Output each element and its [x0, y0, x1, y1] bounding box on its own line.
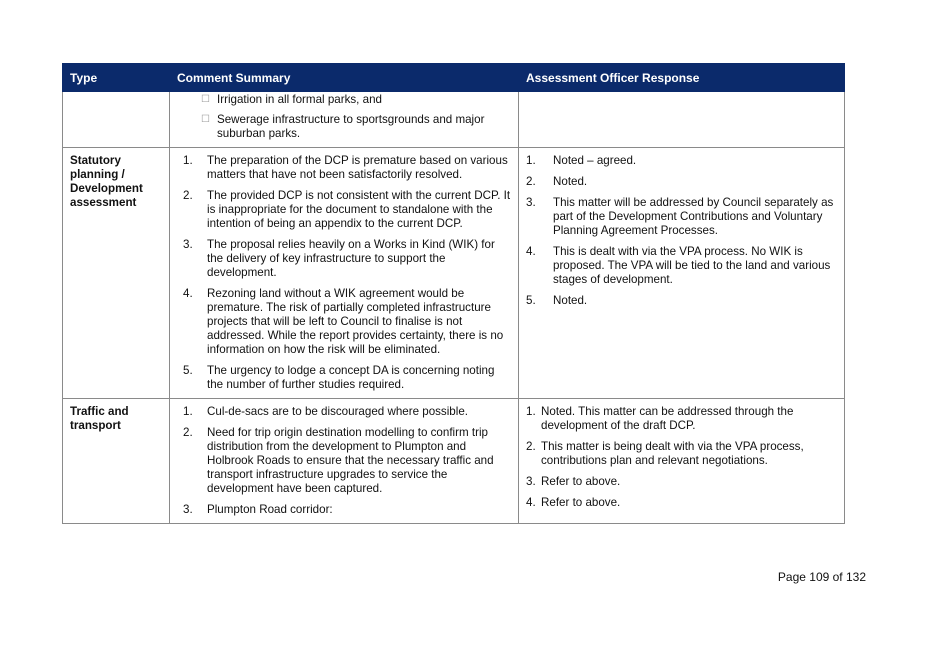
comment-cell: [170, 92, 519, 148]
comment-list: [177, 154, 511, 392]
list-item: 4. Rezoning land without a WIK agreement would be premature. The risk of partially completed infrastructure projects that will be left to Council to finalise is not addressed. While the report provides certainty, there is no information on how the risk will be eliminated.: [183, 287, 504, 356]
type-cell: Traffic and transport: [63, 399, 170, 524]
header-officer-response: Assessment Officer Response: [519, 64, 845, 92]
table-row-continued: [63, 92, 845, 148]
table-row-traffic: [63, 399, 845, 524]
response-cell: [519, 148, 845, 399]
list-item: 2. The provided DCP is not consistent with the current DCP. It is inappropriate for the document to standalone with the intention of being an appendix to the current DCP.: [183, 189, 511, 230]
comment-cell: [170, 148, 519, 399]
type-cell-empty: [63, 92, 170, 148]
header-comment-summary: Comment Summary: [170, 64, 519, 92]
list-item: 5. Noted.: [526, 294, 588, 307]
list-item: 1. Noted. This matter can be addressed through the development of the draft DCP.: [526, 405, 794, 432]
response-list: [526, 405, 837, 510]
list-item: 3. Refer to above.: [526, 475, 621, 488]
list-item: 1. Cul-de-sacs are to be discouraged where possible.: [183, 405, 469, 418]
bullet-item: ☐ Irrigation in all formal parks, and: [201, 93, 382, 106]
header-type: Type: [63, 64, 170, 92]
list-item: 4. Refer to above.: [526, 496, 621, 509]
table-header-row: [63, 64, 845, 92]
checkbox-bullet-icon: ☐: [201, 114, 210, 125]
list-item: 2. This matter is being dealt with via the VPA process, contributions plan and relevant negotiations.: [526, 440, 804, 467]
list-item: 3. Plumpton Road corridor:: [183, 503, 333, 516]
list-item: 1. The preparation of the DCP is premature based on various matters that have not been satisfactorily resolved.: [183, 154, 508, 181]
page-number: Page 109 of 132: [777, 570, 866, 584]
response-list: [526, 154, 837, 308]
list-item: 3. The proposal relies heavily on a Works in Kind (WIK) for the delivery of key infrastructure to support the development.: [183, 238, 495, 279]
list-item: 5. The urgency to lodge a concept DA is concerning noting the number of further studies required.: [183, 364, 495, 391]
list-item: 3. This matter will be addressed by Council separately as part of the Development Contributions and Voluntary Planning Agreement Processes.: [526, 196, 834, 237]
table-row-statutory: [63, 148, 845, 399]
type-cell: Statutory planning / Development assessment: [63, 148, 170, 399]
list-item: 2. Need for trip origin destination modelling to confirm trip distribution from the development to Plumpton and Holbrook Roads to ensure that the necessary traffic and transport infrastructure upgrades to service the development have been captured.: [183, 426, 494, 495]
bullet-item: ☐ Sewerage infrastructure to sportsgrounds and major suburban parks.: [201, 113, 485, 140]
list-item: 4. This is dealt with via the VPA process. No WIK is proposed. The VPA will be tied to the land and various stages of development.: [526, 245, 831, 286]
bullet-list: [177, 93, 511, 141]
comment-list: [177, 405, 511, 517]
response-cell: [519, 399, 845, 524]
checkbox-bullet-icon: ☐: [201, 94, 210, 105]
list-item: 1. Noted – agreed.: [526, 154, 637, 167]
response-cell-empty: [519, 92, 845, 148]
comment-cell: [170, 399, 519, 524]
submissions-table: [62, 63, 845, 524]
list-item: 2. Noted.: [526, 175, 588, 188]
